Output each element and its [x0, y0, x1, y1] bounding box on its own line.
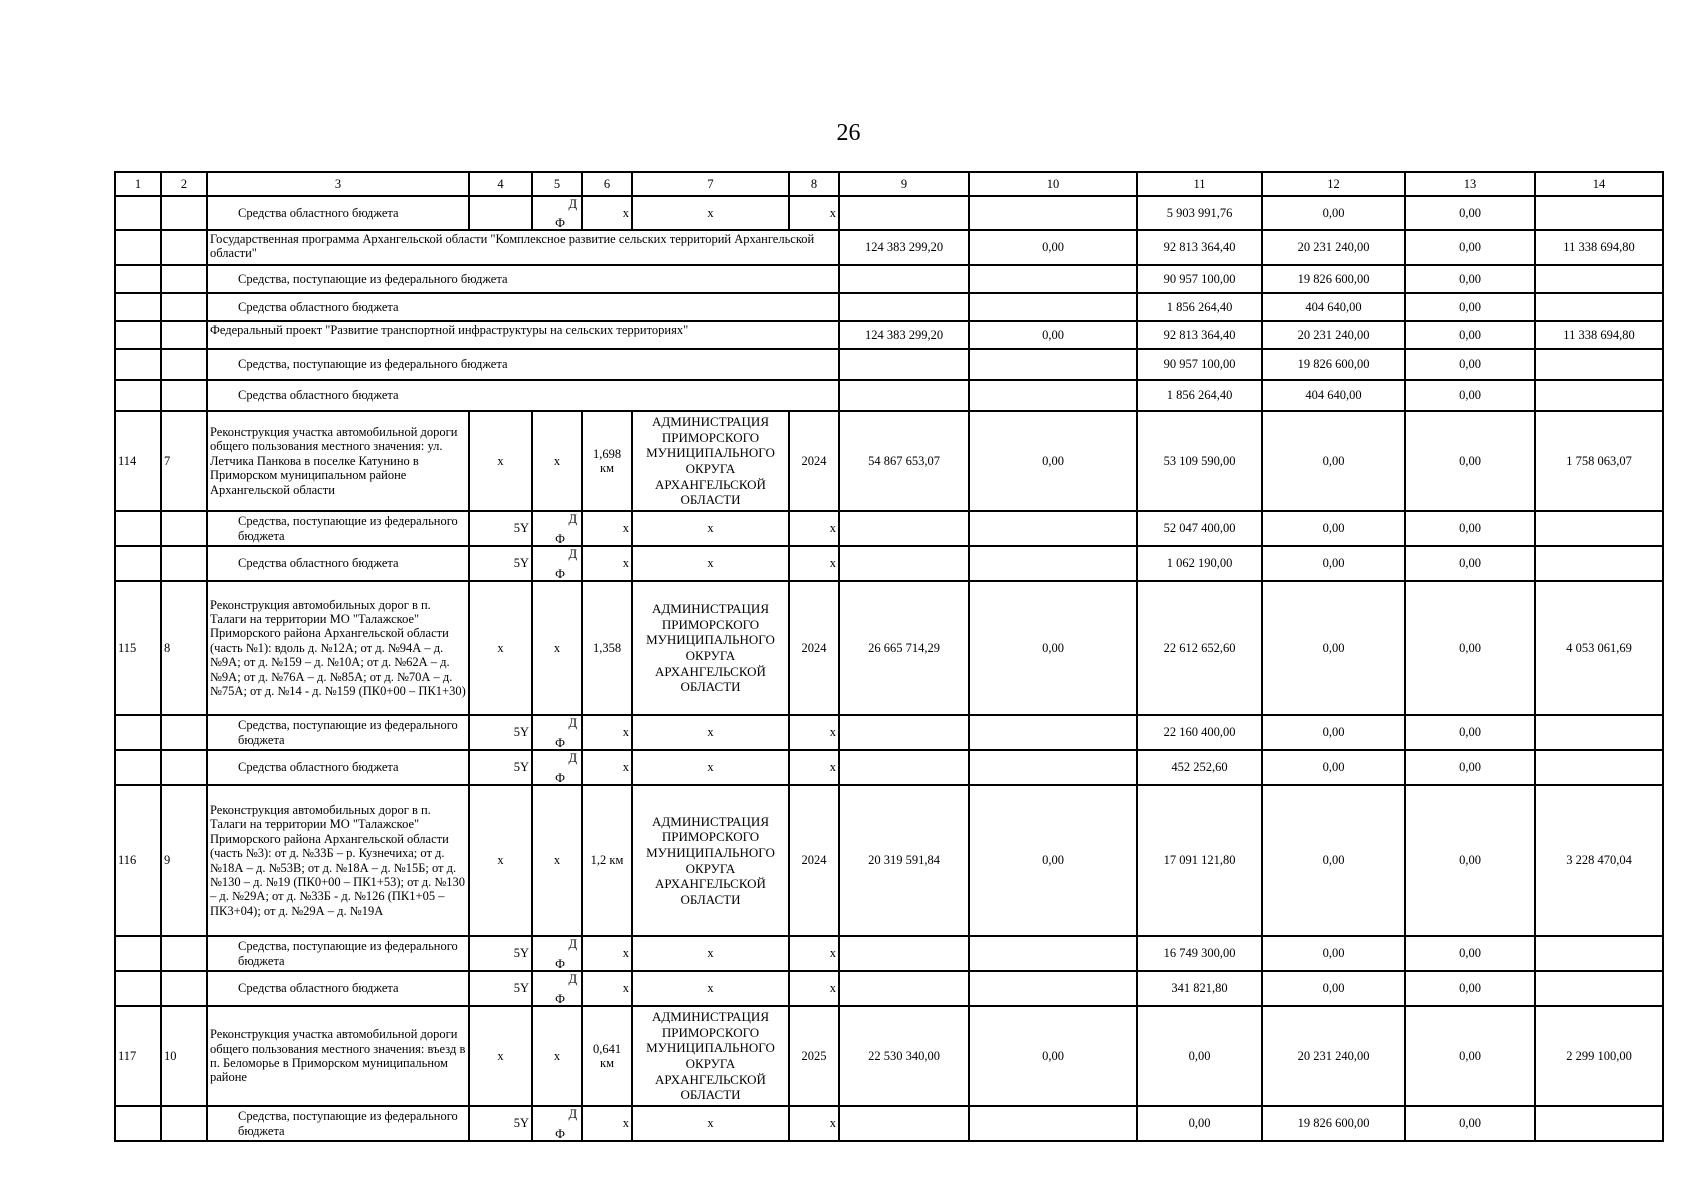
funding-source-label: Средства областного бюджета — [207, 750, 469, 785]
amount-cell: 0,00 — [1405, 293, 1535, 321]
amount-cell: 0,00 — [1405, 349, 1535, 380]
capacity-cell: 1,358 — [582, 581, 632, 715]
cell — [115, 265, 161, 293]
cell — [839, 971, 969, 1006]
code-d: Д — [568, 972, 577, 986]
cell: x — [789, 715, 839, 750]
df-code-cell — [532, 936, 582, 971]
amount-cell: 1 758 063,07 — [1535, 411, 1663, 511]
amount-cell: 52 047 400,00 — [1137, 511, 1262, 546]
cell: x — [632, 750, 789, 785]
code-cell: 5Y — [469, 511, 532, 546]
amount-cell: 0,00 — [1405, 265, 1535, 293]
amount-cell: 1 856 264,40 — [1137, 293, 1262, 321]
responsible-org: АДМИНИСТРАЦИЯ ПРИМОРСКОГО МУНИЦИПАЛЬНОГО ОКРУГА АРХАНГЕЛЬСКОЙ ОБЛАСТИ — [632, 581, 789, 715]
responsible-org: АДМИНИСТРАЦИЯ ПРИМОРСКОГО МУНИЦИПАЛЬНОГО ОКРУГА АРХАНГЕЛЬСКОЙ ОБЛАСТИ — [632, 411, 789, 511]
cell: x — [632, 196, 789, 230]
row-number: 114 — [115, 411, 161, 511]
cell — [969, 265, 1137, 293]
cell — [1535, 293, 1663, 321]
cell — [969, 349, 1137, 380]
cell — [1535, 196, 1663, 230]
header-row — [115, 172, 1663, 196]
column-header: 12 — [1262, 172, 1405, 196]
cell — [839, 380, 969, 411]
cell — [161, 1106, 207, 1141]
code-cell: 5Y — [469, 1106, 532, 1141]
table-row — [115, 936, 1663, 971]
amount-cell: 0,00 — [1137, 1106, 1262, 1141]
row-number: 115 — [115, 581, 161, 715]
cell — [839, 750, 969, 785]
cell — [115, 750, 161, 785]
df-code-cell — [532, 1106, 582, 1141]
amount-cell: 11 338 694,80 — [1535, 321, 1663, 349]
code-f: Ф — [555, 1126, 565, 1141]
table-row — [115, 581, 1663, 715]
column-header: 2 — [161, 172, 207, 196]
amount-cell: 2 299 100,00 — [1535, 1006, 1663, 1106]
amount-cell: 0,00 — [969, 230, 1137, 265]
cell: x — [582, 546, 632, 581]
cell — [115, 293, 161, 321]
cell — [1535, 715, 1663, 750]
cell — [969, 1106, 1137, 1141]
cell: x — [582, 936, 632, 971]
cell: x — [469, 411, 532, 511]
object-description: Реконструкция участка автомобильной дороги общего пользования местного значения: въезд в п. Беломорье в Приморском муниципальном районе — [207, 1006, 469, 1106]
cell — [161, 321, 207, 349]
cell: x — [789, 511, 839, 546]
cell — [969, 971, 1137, 1006]
amount-cell: 19 826 600,00 — [1262, 349, 1405, 380]
cell — [161, 715, 207, 750]
column-header: 7 — [632, 172, 789, 196]
funding-source-label: Средства, поступающие из федерального бюджета — [207, 265, 839, 293]
cell: x — [582, 750, 632, 785]
cell — [969, 715, 1137, 750]
amount-cell: 0,00 — [969, 581, 1137, 715]
cell: x — [469, 785, 532, 936]
column-header: 9 — [839, 172, 969, 196]
row-number: 117 — [115, 1006, 161, 1106]
code-f: Ф — [555, 215, 565, 230]
cell: x — [582, 971, 632, 1006]
cell — [839, 546, 969, 581]
cell — [161, 196, 207, 230]
cell: x — [532, 1006, 582, 1106]
cell — [1535, 349, 1663, 380]
amount-cell: 0,00 — [1405, 750, 1535, 785]
amount-cell: 0,00 — [1405, 380, 1535, 411]
capacity-cell: 1,2 км — [582, 785, 632, 936]
amount-cell: 17 091 121,80 — [1137, 785, 1262, 936]
column-header: 1 — [115, 172, 161, 196]
budget-table — [114, 171, 1664, 1142]
cell — [115, 380, 161, 411]
amount-cell: 0,00 — [1405, 581, 1535, 715]
code-d: Д — [568, 751, 577, 765]
code-cell: 5Y — [469, 971, 532, 1006]
cell — [1535, 546, 1663, 581]
table-row — [115, 1106, 1663, 1141]
amount-cell: 1 856 264,40 — [1137, 380, 1262, 411]
cell — [969, 546, 1137, 581]
amount-cell: 0,00 — [1405, 321, 1535, 349]
amount-cell: 0,00 — [1262, 581, 1405, 715]
table-row — [115, 230, 1663, 265]
df-code-cell — [532, 546, 582, 581]
code-cell: 5Y — [469, 715, 532, 750]
amount-cell: 19 826 600,00 — [1262, 1106, 1405, 1141]
page-number: 26 — [836, 120, 861, 146]
table-row — [115, 411, 1663, 511]
cell: x — [582, 196, 632, 230]
cell — [1535, 380, 1663, 411]
capacity-cell: 0,641 км — [582, 1006, 632, 1106]
cell — [161, 349, 207, 380]
cell — [115, 715, 161, 750]
cell — [115, 971, 161, 1006]
df-code-cell — [532, 196, 582, 230]
df-code-cell — [532, 971, 582, 1006]
year-cell: 2024 — [789, 581, 839, 715]
table-row — [115, 971, 1663, 1006]
table-row — [115, 265, 1663, 293]
amount-cell: 0,00 — [969, 321, 1137, 349]
cell — [1535, 265, 1663, 293]
cell — [161, 936, 207, 971]
cell — [839, 936, 969, 971]
amount-cell: 0,00 — [1262, 785, 1405, 936]
amount-cell: 0,00 — [1137, 1006, 1262, 1106]
amount-cell: 124 383 299,20 — [839, 230, 969, 265]
table-row — [115, 546, 1663, 581]
cell — [115, 196, 161, 230]
responsible-org: АДМИНИСТРАЦИЯ ПРИМОРСКОГО МУНИЦИПАЛЬНОГО ОКРУГА АРХАНГЕЛЬСКОЙ ОБЛАСТИ — [632, 1006, 789, 1106]
amount-cell: 20 231 240,00 — [1262, 230, 1405, 265]
cell — [969, 293, 1137, 321]
df-code-cell — [532, 750, 582, 785]
cell — [115, 936, 161, 971]
amount-cell: 0,00 — [1405, 1006, 1535, 1106]
cell: x — [469, 1006, 532, 1106]
table-row — [115, 293, 1663, 321]
amount-cell: 26 665 714,29 — [839, 581, 969, 715]
cell — [161, 380, 207, 411]
amount-cell: 0,00 — [1262, 971, 1405, 1006]
amount-cell: 0,00 — [969, 1006, 1137, 1106]
funding-source-label: Средства, поступающие из федерального бюджета — [207, 349, 839, 380]
df-code-cell — [532, 715, 582, 750]
amount-cell: 452 252,60 — [1137, 750, 1262, 785]
table-row — [115, 196, 1663, 230]
year-cell: 2025 — [789, 1006, 839, 1106]
amount-cell: 20 319 591,84 — [839, 785, 969, 936]
object-description: Реконструкция автомобильных дорог в п. Талаги на территории МО "Талажское" Приморского района Архангельской области (часть №3): от д. №33Б – р. Кузнечиха; от д. №18А – д. №53В; от д. №18А – д. №15Б; от д. №130 – д. №19 (ПК0+00 – ПК1+53); от д. №130 – д. №29А; от д. №33Б - д. №126 (ПК1+05 – ПК3+04); от д. №29А – д. №19А — [207, 785, 469, 936]
amount-cell: 90 957 100,00 — [1137, 349, 1262, 380]
cell — [1535, 936, 1663, 971]
cell: x — [632, 546, 789, 581]
program-title: Государственная программа Архангельской области "Комплексное развитие сельских территорий Архангельской области" — [207, 230, 839, 265]
code-f: Ф — [555, 531, 565, 546]
amount-cell: 0,00 — [1262, 936, 1405, 971]
cell — [161, 546, 207, 581]
cell — [839, 293, 969, 321]
cell: x — [789, 971, 839, 1006]
amount-cell: 5 903 991,76 — [1137, 196, 1262, 230]
cell — [969, 936, 1137, 971]
amount-cell: 1 062 190,00 — [1137, 546, 1262, 581]
cell: x — [632, 936, 789, 971]
cell — [115, 546, 161, 581]
funding-source-label: Средства областного бюджета — [207, 546, 469, 581]
cell — [839, 265, 969, 293]
cell: x — [632, 1106, 789, 1141]
amount-cell: 0,00 — [1405, 936, 1535, 971]
code-cell: 5Y — [469, 936, 532, 971]
amount-cell: 0,00 — [1262, 196, 1405, 230]
cell — [969, 750, 1137, 785]
item-number: 9 — [161, 785, 207, 936]
column-header: 11 — [1137, 172, 1262, 196]
column-header: 13 — [1405, 172, 1535, 196]
amount-cell: 0,00 — [1405, 546, 1535, 581]
amount-cell: 341 821,80 — [1137, 971, 1262, 1006]
code-f: Ф — [555, 991, 565, 1006]
cell — [161, 971, 207, 1006]
amount-cell: 53 109 590,00 — [1137, 411, 1262, 511]
code-f: Ф — [555, 735, 565, 750]
amount-cell: 0,00 — [969, 411, 1137, 511]
amount-cell: 22 530 340,00 — [839, 1006, 969, 1106]
table-row — [115, 321, 1663, 349]
amount-cell: 0,00 — [1405, 511, 1535, 546]
amount-cell: 0,00 — [1262, 511, 1405, 546]
amount-cell: 0,00 — [1405, 1106, 1535, 1141]
cell — [839, 1106, 969, 1141]
amount-cell: 0,00 — [1405, 715, 1535, 750]
amount-cell: 404 640,00 — [1262, 293, 1405, 321]
table-row — [115, 750, 1663, 785]
funding-source-label: Средства областного бюджета — [207, 971, 469, 1006]
cell — [839, 511, 969, 546]
amount-cell: 0,00 — [1262, 546, 1405, 581]
amount-cell: 20 231 240,00 — [1262, 1006, 1405, 1106]
table-row — [115, 349, 1663, 380]
cell — [969, 511, 1137, 546]
amount-cell: 92 813 364,40 — [1137, 230, 1262, 265]
cell — [161, 511, 207, 546]
cell — [1535, 750, 1663, 785]
amount-cell: 0,00 — [1405, 230, 1535, 265]
amount-cell: 0,00 — [1405, 411, 1535, 511]
year-cell: 2024 — [789, 785, 839, 936]
amount-cell: 0,00 — [969, 785, 1137, 936]
funding-source-label: Средства областного бюджета — [207, 293, 839, 321]
table-row — [115, 785, 1663, 936]
cell: x — [632, 715, 789, 750]
funding-source-label: Средства, поступающие из федерального бюджета — [207, 511, 469, 546]
cell: x — [632, 511, 789, 546]
cell — [839, 715, 969, 750]
cell: x — [789, 750, 839, 785]
cell — [969, 196, 1137, 230]
item-number: 7 — [161, 411, 207, 511]
column-header: 14 — [1535, 172, 1663, 196]
code-f: Ф — [555, 956, 565, 971]
cell — [115, 511, 161, 546]
cell: x — [582, 715, 632, 750]
code-d: Д — [568, 1107, 577, 1121]
amount-cell: 11 338 694,80 — [1535, 230, 1663, 265]
cell: x — [789, 546, 839, 581]
funding-source-label: Средства, поступающие из федерального бюджета — [207, 715, 469, 750]
cell — [969, 380, 1137, 411]
code-d: Д — [568, 512, 577, 526]
cell: x — [469, 581, 532, 715]
cell — [469, 196, 532, 230]
amount-cell: 0,00 — [1262, 411, 1405, 511]
cell — [161, 750, 207, 785]
cell — [839, 349, 969, 380]
column-header: 5 — [532, 172, 582, 196]
column-header: 3 — [207, 172, 469, 196]
code-d: Д — [568, 547, 577, 561]
cell — [115, 349, 161, 380]
cell: x — [789, 196, 839, 230]
amount-cell: 19 826 600,00 — [1262, 265, 1405, 293]
item-number: 8 — [161, 581, 207, 715]
cell: x — [789, 936, 839, 971]
cell — [161, 265, 207, 293]
amount-cell: 0,00 — [1262, 750, 1405, 785]
column-header: 6 — [582, 172, 632, 196]
column-header: 10 — [969, 172, 1137, 196]
object-description: Реконструкция автомобильных дорог в п. Талаги на территории МО "Талажское" Приморского района Архангельской области (часть №1): вдоль д. №12А; от д. №94А – д. №9А; от д. №159 – д. №10А; от д. №62А – д. №9А; от д. №76А – д. №85А; от д. №70А – д. №75А; от д. №14 - д. №159 (ПК0+00 – ПК1+30) — [207, 581, 469, 715]
amount-cell: 124 383 299,20 — [839, 321, 969, 349]
cell: x — [582, 511, 632, 546]
project-title: Федеральный проект "Развитие транспортной инфраструктуры на сельских территориях" — [207, 321, 839, 349]
amount-cell: 20 231 240,00 — [1262, 321, 1405, 349]
amount-cell: 4 053 061,69 — [1535, 581, 1663, 715]
amount-cell: 0,00 — [1262, 715, 1405, 750]
cell: x — [789, 1106, 839, 1141]
cell — [161, 293, 207, 321]
cell: x — [532, 411, 582, 511]
amount-cell: 0,00 — [1405, 971, 1535, 1006]
column-header: 4 — [469, 172, 532, 196]
cell — [115, 321, 161, 349]
funding-source-label: Средства, поступающие из федерального бюджета — [207, 936, 469, 971]
code-f: Ф — [555, 566, 565, 581]
cell — [1535, 971, 1663, 1006]
amount-cell: 3 228 470,04 — [1535, 785, 1663, 936]
table-row — [115, 380, 1663, 411]
amount-cell: 92 813 364,40 — [1137, 321, 1262, 349]
cell — [115, 1106, 161, 1141]
column-header: 8 — [789, 172, 839, 196]
amount-cell: 22 160 400,00 — [1137, 715, 1262, 750]
amount-cell: 404 640,00 — [1262, 380, 1405, 411]
amount-cell: 90 957 100,00 — [1137, 265, 1262, 293]
table-row — [115, 715, 1663, 750]
code-d: Д — [568, 937, 577, 951]
cell: x — [632, 971, 789, 1006]
funding-source-label: Средства, поступающие из федерального бюджета — [207, 1106, 469, 1141]
cell: x — [582, 1106, 632, 1141]
amount-cell: 54 867 653,07 — [839, 411, 969, 511]
cell — [1535, 511, 1663, 546]
responsible-org: АДМИНИСТРАЦИЯ ПРИМОРСКОГО МУНИЦИПАЛЬНОГО ОКРУГА АРХАНГЕЛЬСКОЙ ОБЛАСТИ — [632, 785, 789, 936]
amount-cell: 0,00 — [1405, 196, 1535, 230]
amount-cell: 16 749 300,00 — [1137, 936, 1262, 971]
cell — [839, 196, 969, 230]
row-number: 116 — [115, 785, 161, 936]
cell — [115, 230, 161, 265]
code-d: Д — [568, 197, 577, 211]
code-cell: 5Y — [469, 750, 532, 785]
year-cell: 2024 — [789, 411, 839, 511]
item-number: 10 — [161, 1006, 207, 1106]
cell: x — [532, 581, 582, 715]
table-row — [115, 511, 1663, 546]
amount-cell: 0,00 — [1405, 785, 1535, 936]
cell: x — [532, 785, 582, 936]
funding-source-label: Средства областного бюджета — [207, 380, 839, 411]
code-cell: 5Y — [469, 546, 532, 581]
funding-source-label: Средства областного бюджета — [207, 196, 469, 230]
cell — [1535, 1106, 1663, 1141]
cell — [161, 230, 207, 265]
capacity-cell: 1,698 км — [582, 411, 632, 511]
amount-cell: 22 612 652,60 — [1137, 581, 1262, 715]
object-description: Реконструкция участка автомобильной дороги общего пользования местного значения: ул. Летчика Панкова в поселке Катунино в Приморском муниципальном районе Архангельской области — [207, 411, 469, 511]
code-f: Ф — [555, 770, 565, 785]
df-code-cell — [532, 511, 582, 546]
table-row — [115, 1006, 1663, 1106]
code-d: Д — [568, 716, 577, 730]
